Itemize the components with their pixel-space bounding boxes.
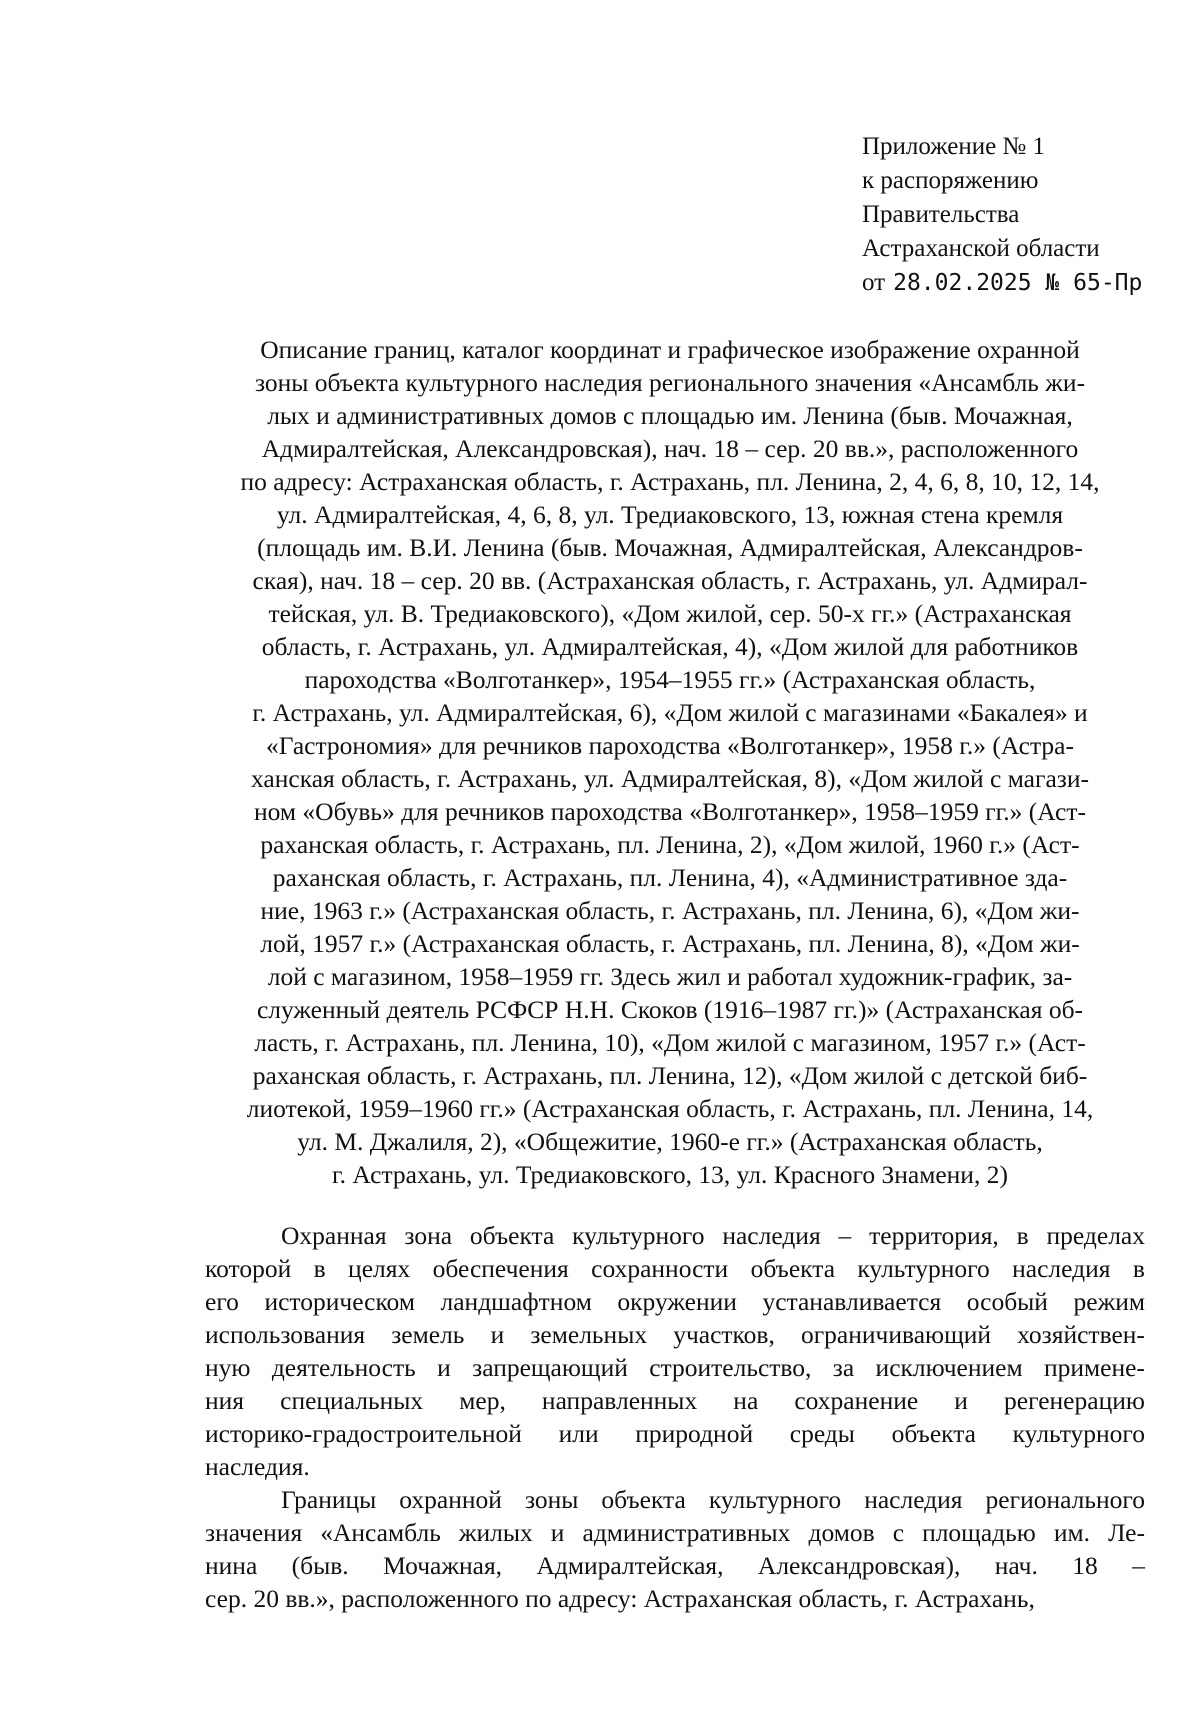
paragraph-line: [205, 1516, 1145, 1549]
word: и: [954, 1386, 968, 1415]
document-title: [190, 333, 1150, 1191]
word: хозяйствен-: [1017, 1320, 1145, 1349]
from-label: от: [862, 269, 886, 296]
title-line: область, г. Астрахань, ул. Адмиралтейская, 4), «Дом жилой для работников: [261, 632, 1079, 661]
word: сохранение: [794, 1386, 919, 1415]
appendix-line-4: Астраханской области: [862, 235, 1100, 262]
word: ландшафтном: [440, 1287, 592, 1316]
word: природной: [635, 1419, 754, 1448]
word: наследия: [722, 1221, 821, 1250]
word: земель: [391, 1320, 465, 1349]
title-line: лых и административных домов с площадью им. Ленина (быв. Мочажная,: [267, 401, 1073, 430]
title-line: раханская область, г. Астрахань, пл. Ленина, 4), «Административное зда-: [272, 863, 1068, 892]
word: Мочажная,: [383, 1551, 503, 1580]
word: которой: [205, 1254, 292, 1283]
word: административных: [582, 1518, 791, 1547]
word: на: [733, 1386, 759, 1415]
word: мер,: [459, 1386, 506, 1415]
appendix-number: Приложение № 1: [862, 133, 1046, 160]
word: в: [313, 1254, 326, 1283]
title-line: (площадь им. В.И. Ленина (быв. Мочажная, Адмиралтейская, Александров-: [257, 533, 1083, 562]
title-line: ул. М. Джалиля, 2), «Общежитие, 1960-е гг.» (Астраханская область,: [297, 1127, 1043, 1156]
paragraph-line: [205, 1252, 1145, 1285]
title-line: «Гастрономия» для речников пароходства «Волготанкер», 1958 г.» (Астра-: [265, 731, 1074, 760]
word: –: [838, 1221, 852, 1250]
title-line: г. Астрахань, ул. Тредиаковского, 13, ул. Красного Знамени, 2): [332, 1160, 1008, 1189]
date-number-stamp: 28.02.2025 № 65-Пр: [893, 270, 1143, 296]
paragraph-line: сер. 20 вв.», расположенного по адресу: Астраханская область, г. Астрахань,: [205, 1584, 1035, 1613]
word: Александровская),: [757, 1551, 961, 1580]
word: зоны: [524, 1485, 579, 1514]
word: объекта: [469, 1221, 555, 1250]
paragraph-line: [205, 1318, 1145, 1351]
word: ограничивающий: [800, 1320, 991, 1349]
word: земельных: [530, 1320, 648, 1349]
word: и: [550, 1518, 565, 1547]
title-line: ном «Обувь» для речников пароходства «Волготанкер», 1958–1959 гг.» (Аст-: [254, 797, 1086, 826]
title-line: служенный деятель РСФСР Н.Н. Скоков (1916–1987 гг.)» (Астраханская об-: [256, 995, 1084, 1024]
appendix-line-3: Правительства: [862, 201, 1020, 228]
word: культурного: [572, 1221, 705, 1250]
word: примене-: [1043, 1353, 1145, 1382]
word: жилых: [458, 1518, 533, 1547]
word: с: [892, 1518, 905, 1547]
word: в: [1132, 1254, 1145, 1283]
paragraph-line: [205, 1285, 1145, 1318]
word: устанавливается: [762, 1287, 942, 1316]
word: в: [1016, 1221, 1029, 1250]
word: Адмиралтейская,: [536, 1551, 724, 1580]
word: ния: [205, 1386, 245, 1415]
title-line: г. Астрахань, ул. Адмиралтейская, 6), «Дом жилой с магазинами «Бакалея» и: [252, 698, 1088, 727]
paragraph-line: наследия.: [205, 1452, 310, 1481]
word: историческом: [264, 1287, 415, 1316]
paragraph-boundaries: [205, 1483, 1145, 1615]
word: объекта: [891, 1419, 976, 1448]
word: исключением: [875, 1353, 1023, 1382]
word: нина: [205, 1551, 258, 1580]
word: Ле-: [1108, 1518, 1145, 1547]
word: ную: [205, 1353, 251, 1382]
title-line: тейская, ул. В. Тредиаковского), «Дом жилой, сер. 50-х гг.» (Астраханская: [268, 599, 1072, 628]
word: историко-градостроительной: [205, 1419, 522, 1448]
word: обеспечения: [432, 1254, 569, 1283]
word: регионального: [985, 1485, 1145, 1514]
paragraph-line: [205, 1219, 1145, 1252]
word: направленных: [541, 1386, 698, 1415]
word: регенерацию: [1004, 1386, 1145, 1415]
word: сохранности: [591, 1254, 729, 1283]
word: окружении: [617, 1287, 737, 1316]
word: (быв.: [291, 1551, 349, 1580]
title-line: ние, 1963 г.» (Астраханская область, г. Астрахань, пл. Ленина, 6), «Дом жи-: [260, 896, 1080, 925]
word: Границы: [281, 1485, 377, 1514]
title-line: пароходства «Волготанкер», 1954–1955 гг.» (Астраханская область,: [304, 665, 1036, 694]
word: зона: [404, 1221, 453, 1250]
word: культурного: [857, 1254, 990, 1283]
paragraph-line: [205, 1483, 1145, 1516]
appendix-line-2: к распоряжению: [862, 167, 1039, 194]
paragraph-line: [205, 1351, 1145, 1384]
paragraph-line: [205, 1417, 1145, 1450]
word: домов: [808, 1518, 875, 1547]
word: строительство,: [649, 1353, 812, 1382]
word: охранной: [399, 1485, 502, 1514]
word: объекта: [750, 1254, 836, 1283]
word: пределах: [1046, 1221, 1145, 1250]
word: и: [490, 1320, 505, 1349]
title-line: лой с магазином, 1958–1959 гг. Здесь жил и работал художник-график, за-: [267, 962, 1073, 991]
title-line: Описание границ, каталог координат и графическое изображение охранной: [260, 335, 1080, 364]
word: наследия: [864, 1485, 963, 1514]
title-line: раханская область, г. Астрахань, пл. Ленина, 12), «Дом жилой с детской биб-: [252, 1061, 1088, 1090]
word: режим: [1073, 1287, 1145, 1316]
word: «Ансамбль: [320, 1518, 441, 1547]
word: целях: [348, 1254, 411, 1283]
word: культурного: [1012, 1419, 1145, 1448]
word: 18: [1072, 1551, 1098, 1580]
paragraph-line: [205, 1549, 1145, 1582]
word: –: [1132, 1551, 1145, 1580]
title-line: лиотекой, 1959–1960 гг.» (Астраханская область, г. Астрахань, пл. Ленина, 14,: [246, 1094, 1094, 1123]
title-line: ская), нач. 18 – сер. 20 вв. (Астраханская область, г. Астрахань, ул. Адмирал-: [252, 566, 1088, 595]
title-line: ул. Адмиралтейская, 4, 6, 8, ул. Тредиаковского, 13, южная стена кремля: [276, 500, 1064, 529]
word: его: [205, 1287, 239, 1316]
word: и: [437, 1353, 451, 1382]
word: особый: [966, 1287, 1048, 1316]
paragraph-definition: [205, 1219, 1145, 1483]
title-line: по адресу: Астраханская область, г. Астрахань, пл. Ленина, 2, 4, 6, 8, 10, 12, 14,: [240, 467, 1100, 496]
title-line: Адмиралтейская, Александровская), нач. 18 – сер. 20 вв.», расположенного: [261, 434, 1079, 463]
word: им.: [1053, 1518, 1091, 1547]
word: значения: [205, 1518, 303, 1547]
word: среды: [789, 1419, 855, 1448]
word: специальных: [280, 1386, 424, 1415]
word: территория,: [869, 1221, 999, 1250]
paragraph-line: [205, 1384, 1145, 1417]
title-line: лой, 1957 г.» (Астраханская область, г. Астрахань, пл. Ленина, 8), «Дом жи-: [260, 929, 1080, 958]
title-line: ханская область, г. Астрахань, ул. Адмиралтейская, 8), «Дом жилой с магази-: [251, 764, 1089, 793]
appendix-date-line: [862, 266, 1142, 300]
document-body: [205, 1219, 1145, 1615]
word: наследия: [1012, 1254, 1111, 1283]
title-line: раханская область, г. Астрахань, пл. Ленина, 2), «Дом жилой, 1960 г.» (Аст-: [260, 830, 1080, 859]
word: объекта: [601, 1485, 686, 1514]
word: участков,: [673, 1320, 775, 1349]
word: или: [558, 1419, 599, 1448]
word: деятельность: [271, 1353, 416, 1382]
word: культурного: [708, 1485, 842, 1514]
word: площадью: [922, 1518, 1036, 1547]
title-line: ласть, г. Астрахань, пл. Ленина, 10), «Дом жилой с магазином, 1957 г.» (Аст-: [254, 1028, 1086, 1057]
word: Охранная: [281, 1221, 387, 1250]
word: запрещающий: [472, 1353, 628, 1382]
word: использования: [205, 1320, 366, 1349]
word: за: [832, 1353, 855, 1382]
appendix-header: [862, 130, 1142, 300]
word: нач.: [994, 1551, 1038, 1580]
title-line: зоны объекта культурного наследия регионального значения «Ансамбль жи-: [254, 368, 1086, 397]
